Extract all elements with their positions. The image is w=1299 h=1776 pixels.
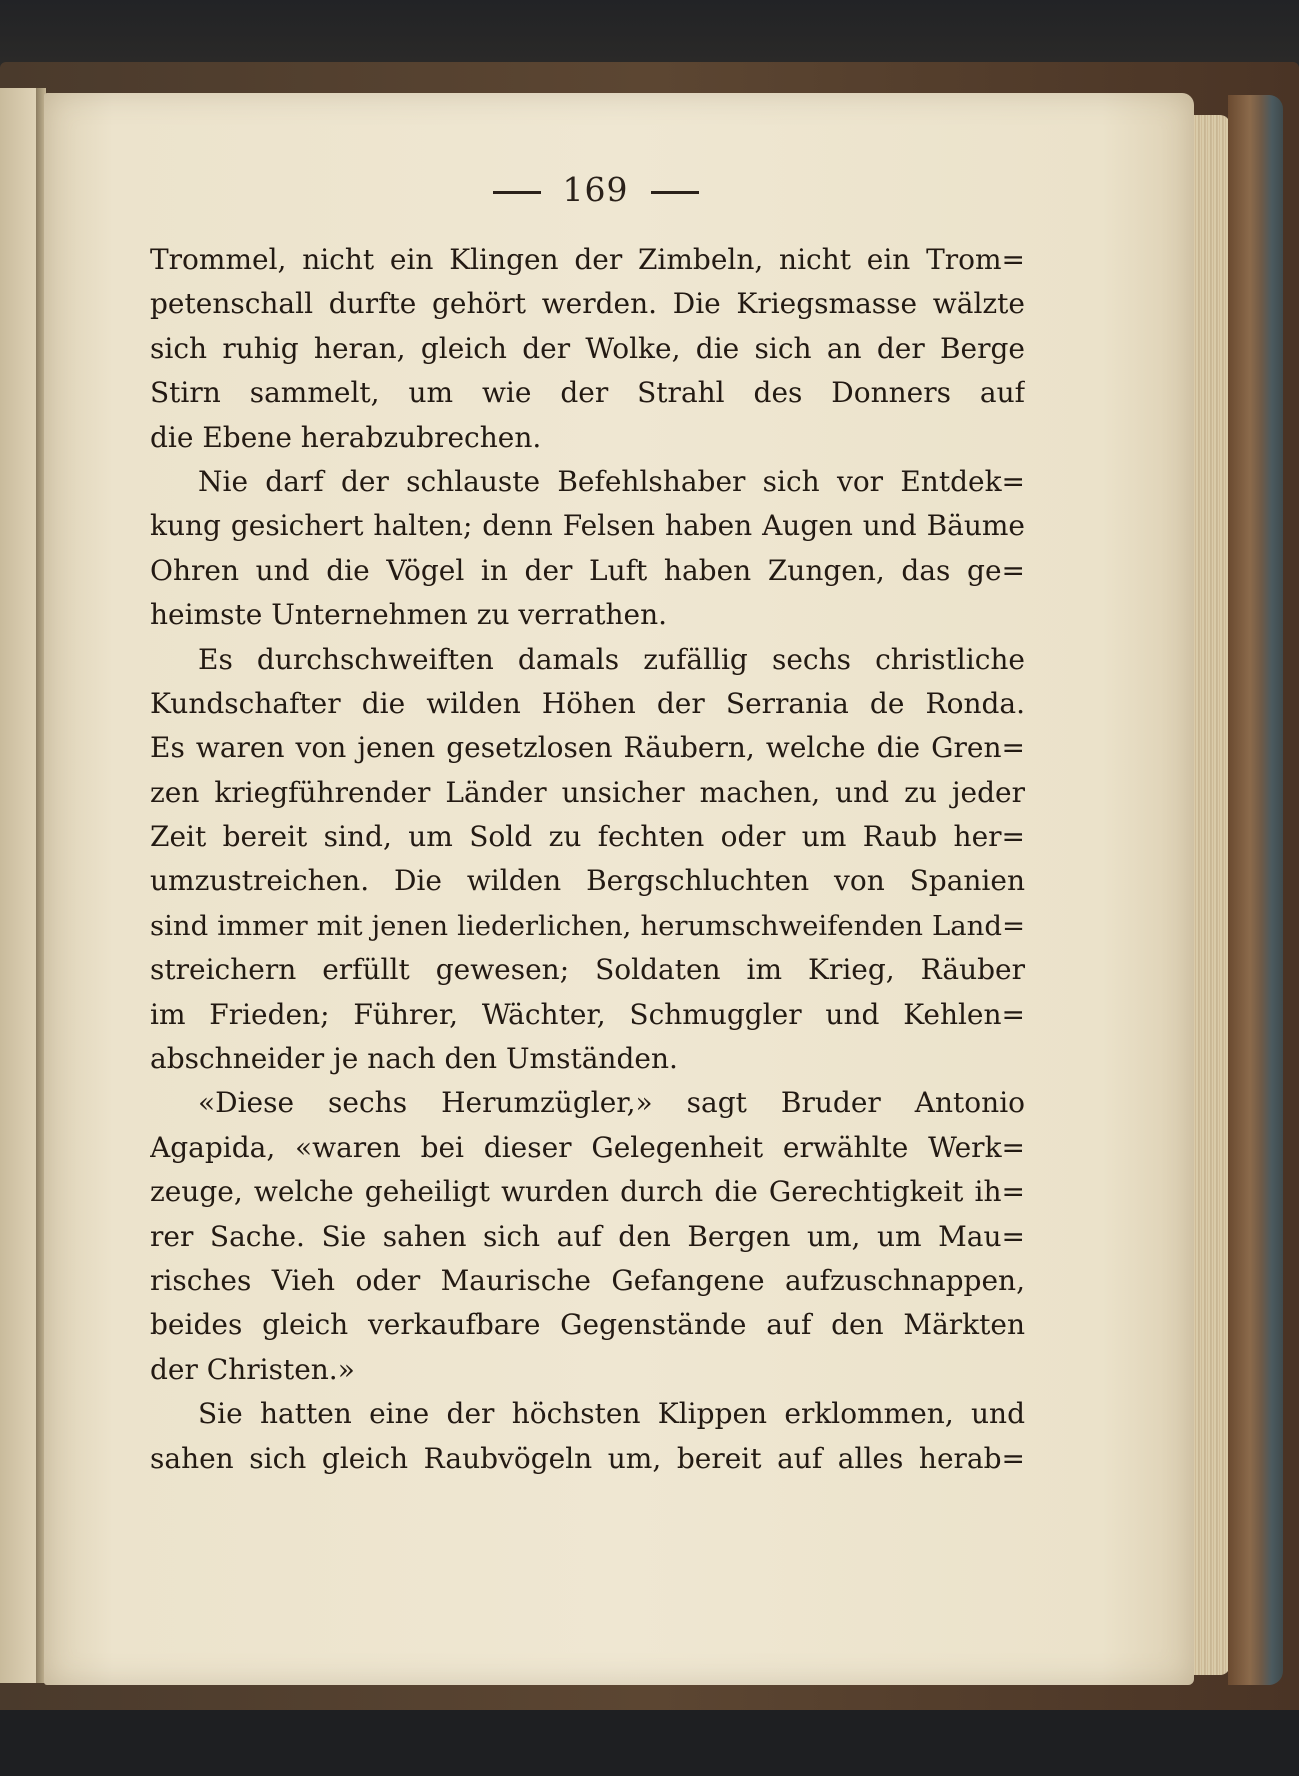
text-line: der Christen.» <box>150 1352 355 1386</box>
text-line: Kundschafter die wilden Höhen der Serrania de Ronda. <box>150 686 1025 720</box>
page-number: 169 <box>562 170 629 209</box>
cover-board-edge <box>1228 95 1283 1685</box>
text-line: streichern erfüllt gewesen; Soldaten im Krieg, Räuber <box>150 953 1025 987</box>
text-line: petenschall durfte gehört werden. Die Kriegsmasse wälzte <box>150 287 1025 321</box>
text-line: Stirn sammelt, um wie der Strahl des Donners auf <box>150 376 1025 410</box>
text-line: beides gleich verkaufbare Gegenstände auf den Märkten <box>150 1308 1025 1342</box>
text-line: Zeit bereit sind, um Sold zu fechten oder um Raub her= <box>150 820 1025 854</box>
text-line: Es durchschweiften damals zufällig sechs christliche <box>198 642 1025 676</box>
text-line: umzustreichen. Die wilden Bergschluchten von Spanien <box>150 864 1025 898</box>
text-line: im Frieden; Führer, Wächter, Schmuggler und Kehlen= <box>150 997 1025 1031</box>
text-line: Trommel, nicht ein Klingen der Zimbeln, nicht ein Trom= <box>150 243 1025 276</box>
background-shadow-bottom <box>0 1710 1299 1776</box>
text-line: risches Vieh oder Maurische Gefangene aufzuschnappen, <box>150 1263 1025 1297</box>
text-line: Ohren und die Vögel in der Luft haben Zungen, das ge= <box>150 553 1025 587</box>
text-line: sind immer mit jenen liederlichen, herumschweifenden Land= <box>150 909 1025 942</box>
text-line: zeuge, welche geheiligt wurden durch die Gerechtigkeit ih= <box>150 1175 1025 1209</box>
text-line: abschneider je nach den Umständen. <box>150 1042 678 1076</box>
text-line: sahen sich gleich Raubvögeln um, bereit auf alles herab= <box>150 1441 1025 1475</box>
text-line: kung gesichert halten; denn Felsen haben Augen und Bäume <box>150 509 1025 543</box>
header-dash-right <box>651 191 699 194</box>
header-dash-left <box>493 191 541 194</box>
text-line: Agapida, «waren bei dieser Gelegenheit erwählte Werk= <box>150 1130 1025 1164</box>
body-text <box>150 238 1025 1481</box>
background-shadow-top <box>0 0 1299 70</box>
page-header <box>0 170 1299 209</box>
text-line: sich ruhig heran, gleich der Wolke, die sich an der Berge <box>150 331 1025 365</box>
text-line: rer Sache. Sie sahen sich auf den Bergen um, um Mau= <box>150 1219 1025 1253</box>
text-line: Es waren von jenen gesetzlosen Räubern, welche die Gren= <box>150 731 1025 765</box>
text-line: «Diese sechs Herumzügler,» sagt Bruder Antonio <box>198 1086 1025 1120</box>
text-line: die Ebene herabzubrechen. <box>150 420 542 454</box>
text-line: zen kriegführender Länder unsicher machen, und zu jeder <box>150 775 1025 809</box>
text-line: Sie hatten eine der höchsten Klippen erklommen, und <box>198 1397 1025 1431</box>
text-line: heimste Unternehmen zu verrathen. <box>150 598 668 632</box>
text-line: Nie darf der schlauste Befehlshaber sich vor Entdek= <box>198 464 1025 498</box>
